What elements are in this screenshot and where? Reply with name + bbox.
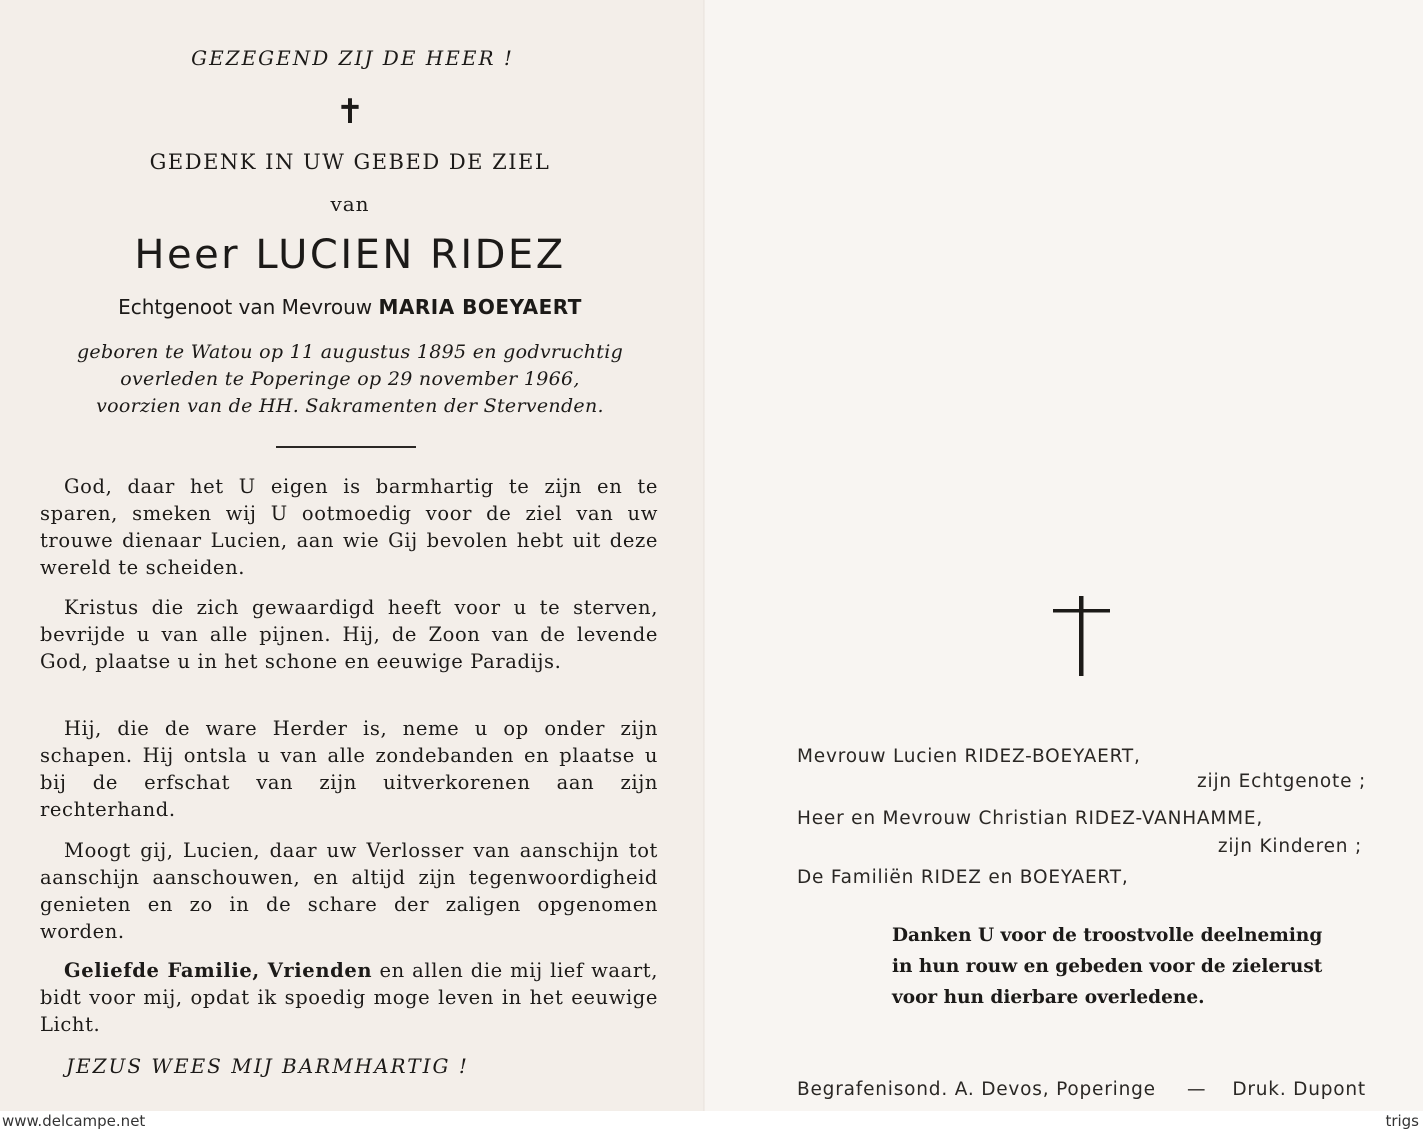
printer-credit: Druk. Dupont [1232,1079,1366,1100]
separator-line [276,446,416,448]
thanks-line: in hun rouw en gebeden voor de zielerust [892,956,1323,977]
spouse-name: MARIA BOEYAERT [378,295,582,319]
mourner-role: zijn Echtgenote ; [1197,771,1366,792]
birth-line-2: overleden te Poperinge op 29 november 1966, [120,368,580,390]
thanks-line: Danken U voor de troostvolle deelneming [892,925,1323,946]
farewell-bold: Geliefde Familie, Vrienden [64,959,373,982]
mourner-role: zijn Kinderen ; [1217,836,1362,857]
small-cross-icon: ✝ [335,92,365,132]
spouse-line [0,295,700,319]
left-page [0,0,705,1111]
mourner-name: Mevrouw Lucien RIDEZ-BOEYAERT, [797,746,1141,767]
van-label: van [330,192,370,216]
prayer-paragraph-4: Moogt gij, Lucien, daar uw Verlosser van aanschijn tot aanschijn aanschouwen, en altijd zijn tegenwoordigheid genieten en zo in de schare der zaligen opgenomen worden. [40,839,658,943]
watermark-left: www.delcampe.net [2,1112,146,1130]
spouse-prefix: Echtgenoot van Mevrouw [118,295,373,319]
deceased-name: Heer LUCIEN RIDEZ [134,232,566,278]
closing-prayer: JEZUS WEES MIJ BARMHARTIG ! [66,1054,469,1078]
cross-icon [1053,596,1111,678]
mourner-name: De Familiën RIDEZ en BOEYAERT, [797,867,1129,888]
footer-dash: — [1187,1079,1207,1100]
prayer-paragraph-3: Hij, die de ware Herder is, neme u op onder zijn schapen. Hij ontsla u van alle zondebanden en plaatse u bij de erfschat van zijn uitverkorenen aan zijn rechterhand. [40,717,658,821]
watermark-right: trigs [1385,1112,1419,1130]
thanks-line: voor hun dierbare overledene. [892,987,1205,1008]
birth-line-3: voorzien van de HH. Sakramenten der Stervenden. [96,395,604,417]
undertaker-credit: Begrafenisond. A. Devos, Poperinge [797,1079,1156,1100]
blessing-heading: GEZEGEND ZIJ DE HEER ! [191,46,514,70]
mourner-name: Heer en Mevrouw Christian RIDEZ-VANHAMME, [797,808,1264,829]
thanks-block [892,920,1366,1013]
birth-line-1: geboren te Watou op 11 augustus 1895 en godvruchtig [76,341,624,363]
prayer-paragraph-1: God, daar het U eigen is barmhartig te zijn en te sparen, smeken wij U ootmoedig voor de ziel van uw trouwe dienaar Lucien, aan wie Gij bevolen hebt uit deze wereld te scheiden. [40,475,658,579]
watermark-bar [0,1111,1423,1131]
remember-heading: GEDENK IN UW GEBED DE ZIEL [149,150,551,174]
farewell-paragraph: Geliefde Familie, Vrienden en allen die mij lief waart, bidt voor mij, opdat ik spoedig moge leven in het eeuwige Licht. [40,959,659,1036]
prayer-paragraph-2: Kristus die zich gewaardigd heeft voor u te sterven, bevrijde u van alle pijnen. Hij, de Zoon van de levende God, plaatse u in het schone en eeuwige Paradijs. [40,596,658,673]
